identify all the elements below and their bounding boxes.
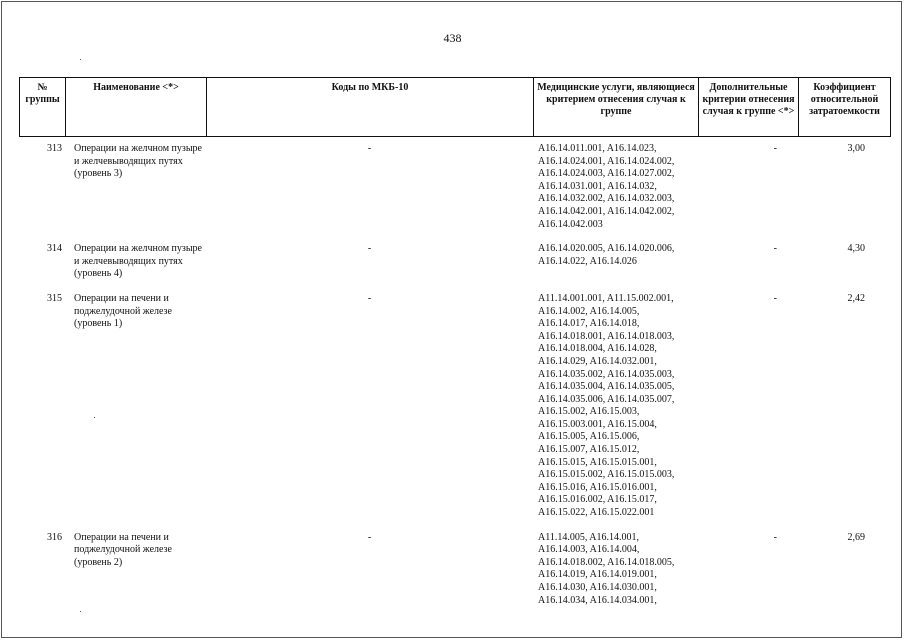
table-body [19, 143, 890, 607]
extra-criteria: - [773, 143, 777, 154]
service-line: A16.14.022, A16.14.026 [538, 255, 637, 267]
table-row [19, 293, 890, 520]
header-medical-services: Медицинские услуги, являющиеся критерием отнесения случая к группе [534, 78, 699, 137]
service-line: A16.14.030, A16.14.030.001, [538, 582, 657, 593]
service-line: A11.14.005, A16.14.001, [538, 531, 640, 543]
header-extra-criteria: Дополнительные критерии отнесения случая к группе <*> [699, 78, 799, 137]
service-line: A16.14.035.006, A16.14.035.007, [538, 393, 675, 405]
extra-criteria: - [773, 292, 777, 304]
service-line: A16.14.042.001, A16.14.042.002, [538, 205, 675, 217]
service-line: A16.15.022, A16.15.022.001 [538, 507, 655, 519]
medical-services [533, 532, 698, 608]
scan-speck [80, 611, 81, 612]
icd10-codes: - [367, 143, 372, 154]
medical-services [533, 243, 698, 281]
service-line: A16.14.035.002, A16.14.035.003, [538, 368, 675, 380]
table-row [19, 243, 890, 281]
medical-services [533, 293, 698, 520]
table-header [19, 77, 891, 137]
icd10-codes: - [367, 292, 372, 304]
extra-criteria: - [773, 243, 777, 255]
service-line: A16.14.024.003, A16.14.027.002, [538, 168, 675, 180]
header-group-number: № группы [20, 78, 66, 137]
service-line: A16.14.002, A16.14.005, [538, 305, 640, 317]
scan-speck [94, 417, 95, 418]
service-line: A16.15.003.001, A16.15.004, [538, 418, 657, 430]
service-line: A16.14.031.001, A16.14.032, [538, 180, 657, 192]
service-line: A16.15.015.002, A16.15.015.003, [538, 469, 675, 481]
service-line: A16.14.019, A16.14.019.001, [538, 569, 657, 581]
header-name: Наименование <*> [66, 78, 207, 137]
service-line: A16.14.020.005, A16.14.020.006, [538, 243, 675, 255]
service-line: A16.15.005, A16.15.006, [538, 431, 640, 443]
service-line: A16.14.003, A16.14.004, [538, 544, 640, 556]
group-number: 316 [47, 531, 62, 543]
group-number: 314 [47, 243, 62, 255]
service-line: A16.15.002, A16.15.003, [538, 406, 640, 418]
group-name: Операции на печени и поджелудочной железе (уровень 2) [74, 531, 172, 568]
service-line: A16.14.035.004, A16.14.035.005, [538, 381, 675, 393]
service-line: A16.14.018.001, A16.14.018.003, [538, 330, 675, 342]
coefficient-value: 2,69 [847, 531, 865, 543]
extra-criteria: - [773, 531, 777, 543]
group-name: Операции на желчном пузыре и желчевыводящих путях (уровень 4) [74, 243, 202, 280]
scan-speck [80, 59, 81, 60]
service-line: A16.15.016.002, A16.15.017, [538, 494, 657, 506]
coefficient-value: 4,30 [847, 243, 865, 255]
icd10-codes: - [367, 243, 372, 255]
coefficient-value: 2,42 [847, 292, 865, 304]
header-icd10-codes: Коды по МКБ-10 [207, 78, 534, 137]
page-number: 438 [443, 31, 462, 45]
group-name: Операции на печени и поджелудочной железе (уровень 1) [74, 292, 172, 330]
service-line: A16.14.011.001, A16.14.023, [538, 143, 657, 154]
service-line: A16.14.034, A16.14.034.001, [538, 594, 657, 606]
group-number: 313 [47, 143, 62, 154]
service-line: A16.15.016, A16.15.016.001, [538, 481, 657, 493]
header-coefficient: Коэффициент относительной затратоемкости [799, 78, 891, 137]
service-line: A11.14.001.001, A11.15.002.001, [538, 292, 674, 304]
service-line: A16.14.017, A16.14.018, [538, 318, 640, 330]
service-line: A16.14.018.002, A16.14.018.005, [538, 556, 675, 568]
group-name: Операции на желчном пузыре и желчевыводящих путях (уровень 3) [74, 143, 202, 180]
service-line: A16.15.007, A16.15.012, [538, 444, 640, 456]
table-row [19, 532, 890, 608]
service-line: A16.14.029, A16.14.032.001, [538, 355, 657, 367]
service-line: A16.14.024.001, A16.14.024.002, [538, 155, 675, 167]
service-line: A16.14.018.004, A16.14.028, [538, 343, 657, 355]
service-line: A16.14.032.002, A16.14.032.003, [538, 193, 675, 205]
medical-services [533, 143, 698, 231]
service-line: A16.15.015, A16.15.015.001, [538, 456, 657, 468]
table-row [19, 143, 890, 231]
group-number: 315 [47, 292, 62, 304]
icd10-codes: - [367, 531, 372, 543]
service-line: A16.14.042.003 [538, 218, 603, 230]
coefficient-value: 3,00 [847, 143, 865, 154]
